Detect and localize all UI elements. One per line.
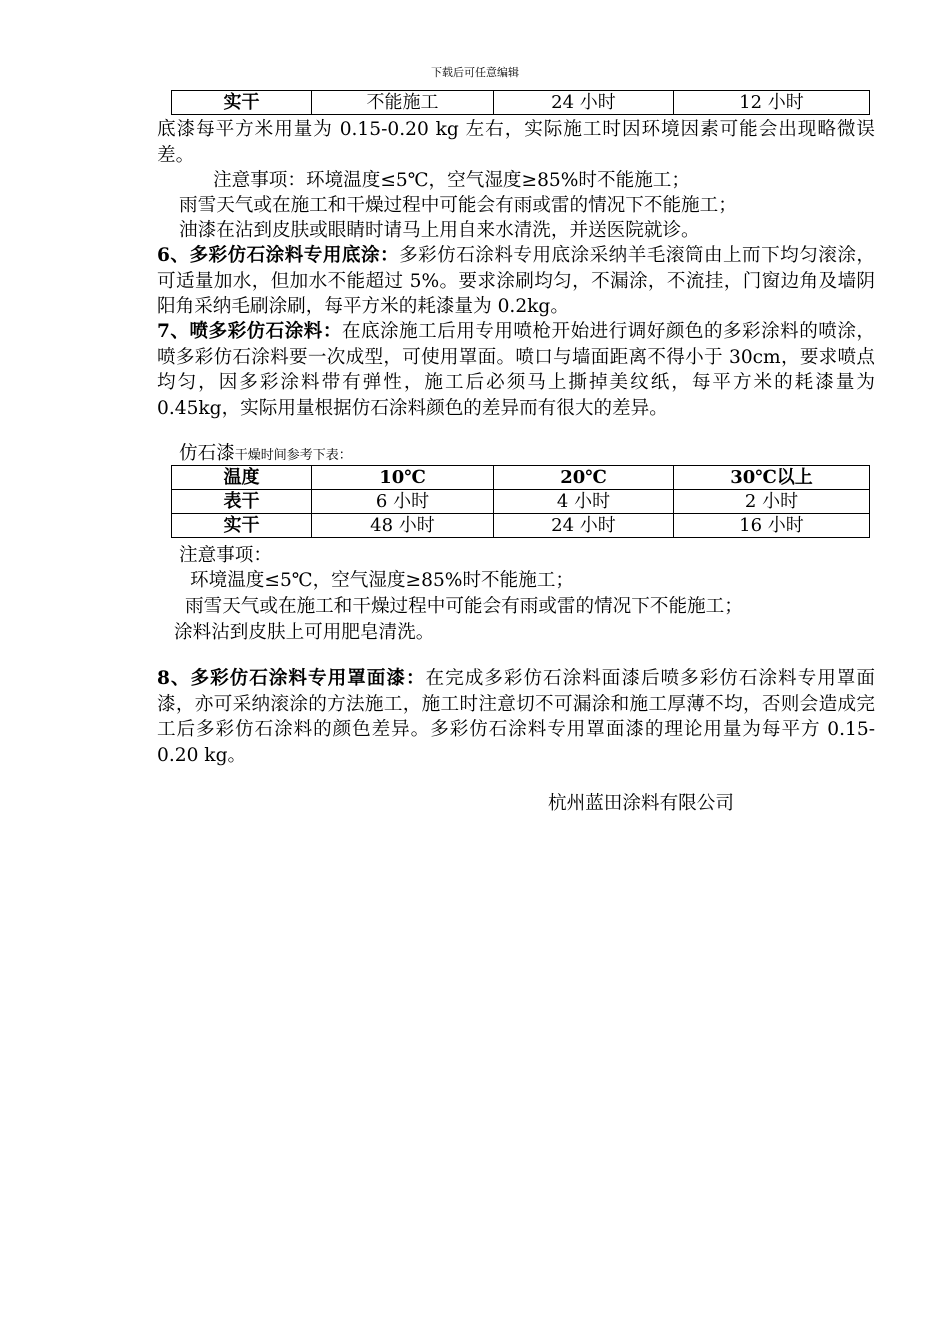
note2-title: 注意事项： — [179, 545, 272, 566]
table-header-cell: 温度 — [172, 466, 312, 490]
table-cell-label: 实干 — [172, 91, 312, 115]
table-row — [172, 91, 870, 115]
note1-line3: 油漆在沾到皮肤或眼睛时请马上用自来水清洗，并送医院就诊。 — [179, 220, 700, 241]
table-header-cell: 30℃以上 — [674, 466, 870, 490]
note2-line3: 涂料沾到皮肤上可用肥皂清洗。 — [174, 622, 435, 643]
section6-paragraph — [157, 243, 875, 320]
table-cell: 2 小时 — [674, 490, 870, 514]
note1-line2: 雨雪天气或在施工和干燥过程中可能会有雨或雷的情况下不能施工； — [179, 195, 737, 216]
drying-table-primer-fragment — [171, 90, 870, 115]
table-row — [172, 490, 870, 514]
table-caption-small: 干燥时间参考下表： — [234, 448, 352, 463]
table-header-row — [172, 466, 870, 490]
note2-line2: 雨雪天气或在施工和干燥过程中可能会有雨或雷的情况下不能施工； — [185, 596, 743, 617]
section8-body: 在完成多彩仿石涂料面漆后喷多彩仿石涂料专用罩面漆，亦可采纳滚涂的方法施工，施工时注意切不可漏涂和施工厚薄不均，否则会造成完工后多彩仿石涂料的颜色差异。多彩仿石涂料专用罩面漆的理论用量为每平方 0.15-0.20 kg。 — [157, 668, 875, 766]
table-header-cell: 20℃ — [494, 466, 674, 490]
table-cell-label: 表干 — [172, 490, 312, 514]
table-cell: 48 小时 — [312, 514, 494, 538]
table-cell: 12 小时 — [674, 91, 870, 115]
section8-paragraph — [157, 666, 875, 768]
table-cell: 24 小时 — [494, 514, 674, 538]
table-cell: 24 小时 — [494, 91, 674, 115]
note1-line1: 注意事项：环境温度≤5℃，空气湿度≥85%时不能施工； — [213, 170, 690, 191]
company-signature: 杭州蓝田涂料有限公司 — [548, 793, 734, 814]
table-cell: 不能施工 — [312, 91, 494, 115]
primer-usage-paragraph: 底漆每平方米用量为 0.15-0.20 kg 左右，实际施工时因环境因素可能会出现略微误差。 — [157, 119, 875, 166]
table-cell: 6 小时 — [312, 490, 494, 514]
section8-title: 8、多彩仿石涂料专用罩面漆： — [157, 668, 426, 689]
section7-title: 7、喷多彩仿石涂料： — [157, 321, 342, 342]
table-cell-label: 实干 — [172, 514, 312, 538]
section7-body: 在底涂施工后用专用喷枪开始进行调好颜色的多彩涂料的喷涂，喷多彩仿石涂料要一次成型，可使用罩面。喷口与墙面距离不得小于 30cm，要求喷点均匀，因多彩涂料带有弹性，施工后必须马上撕掉美纹纸，每平方米的耗漆量为 0.45kg，实际用量根据仿石涂料颜色的差异而有很大的差异。 — [157, 321, 875, 419]
note2-line1: 环境温度≤5℃，空气湿度≥85%时不能施工； — [190, 570, 575, 591]
table-header-cell: 10℃ — [312, 466, 494, 490]
section6-body: 多彩仿石涂料专用底涂采纳羊毛滚筒由上而下均匀滚涂，可适量加水，但加水不能超过 5%。要求涂刷均匀，不漏涂，不流挂，门窗边角及墙阴阳角采纳毛刷涂刷，每平方米的耗漆量为 0.2kg。 — [157, 245, 875, 317]
section6-title: 6、多彩仿石涂料专用底涂： — [157, 245, 400, 266]
table-caption-big: 仿石漆 — [179, 443, 235, 464]
table-cell: 16 小时 — [674, 514, 870, 538]
section7-paragraph — [157, 319, 875, 421]
table-cell: 4 小时 — [494, 490, 674, 514]
drying-time-table — [171, 465, 870, 538]
table-row — [172, 514, 870, 538]
page-header: 下载后可任意编辑 — [431, 66, 519, 79]
